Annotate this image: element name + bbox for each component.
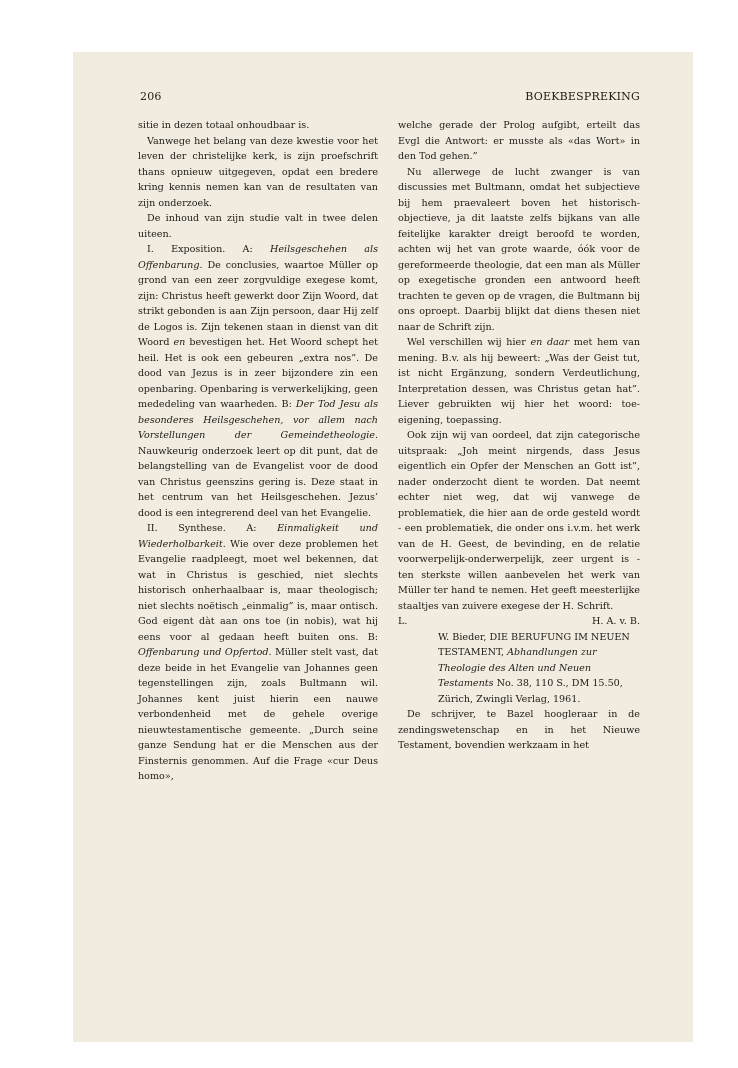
text-run: Müller stelt vast, dat deze beide in het Evangelie van Johannes geen tegenstellingen zijn, zoals Bultmann wil. Johannes kent juist hierin een nauwe verbondenheid met de gehele overige nieuwtestamentische gemeente. „Durch seine ganze Sendung hat er die Menschen aus der Finsternis genommen. Auf die Frage «cur Deus homo», <box>138 647 378 782</box>
paragraph: welche gerade der Prolog aufgibt, erteilt das Evgl die Antwort: er musste als «das Wort» in den Tod gehen.” <box>398 120 640 162</box>
paragraph: Vanwege het belang van deze kwestie voor het leven der christelijke kerk, is zijn proefschrift thans opnieuw uitgegeven, opdat een bredere kring kennis nemen kan van de resultaten van zijn onderzoek. <box>138 135 378 209</box>
text-run: No. 38, 110 S., DM 15.50, Zürich, Zwingli Verlag, 1961. <box>438 678 623 705</box>
text-run: W. Bieder, DIE BERUFUNG IM NEUEN TESTAMENT, <box>438 631 630 658</box>
page-header <box>140 90 640 103</box>
text-run: met hem van mening. B.v. als hij beweert: „Was der Geist tut, ist nicht Ergänzung, sondern Verdeutlichung, Interpretation dessen, was Christus getan hat”. Liever gebruikten wij hier het woord: toe-eigening, toepassing. <box>398 337 640 426</box>
italic-title: Einmaligkeit und Wiederholbarkeit. <box>138 523 378 550</box>
paragraph: Nu allerwege de lucht zwanger is van discussies met Bultmann, omdat het subjectieve bij hem praevaleert boven het historisch-objectieve, ja dit laatste zelfs bijkans van alle feitelijke karakter dreigt beroofd te worden, achten wij het van grote waarde, óók voor de gereformeerde theologie, dat een man als Müller op exegetische gronden een antwoord heeft trachten te geven op de vragen, die Bultmann bij ons oproept. Daarbij blijkt dat diens thesen niet naar de Schrift zijn. <box>398 166 640 333</box>
text-run: Nauwkeurig onderzoek leert op dit punt, dat de belangstelling van de Evangelist voor de dood van Christus geenszins gering is. Deze staat in het centrum van het Heilsgeschehen. Jezus’ dood is een integrerend deel van het Evangelie. <box>138 445 378 519</box>
italic-title: Heilsgeschehen als Offenbarung. <box>138 244 379 271</box>
text-run: bevestigen het. Het Woord schept het heil. Het is ook een gebeuren „extra nos”. De dood van Jezus is in zeer bijzondere zin een openbaring. Openbaring is verwerkelijking, geen mededeling van waarheden. B: <box>138 337 378 410</box>
paragraph: Ook zijn wij van oordeel, dat zijn categorische uitspraak: „Joh meint nirgends, dass Jesus eigentlich ein Opfer der Menschen an Gott ist”, nader onderzocht dient te worden. Dat neemt echter niet weg, dat wij vanwege de problematiek, die hier aan de orde gesteld wordt - een problematiek, die onder ons i.v.m. het werk van de H. Geest, de bevinding, en de relatie voorwerpelijk-onderwerpelijk, zeer urgent is - ten sterkste willen aanbevelen het werk van Müller ter hand te nemen. Het geeft meesterlijke staaltjes van zuivere exegese der H. Schrift. <box>398 430 640 612</box>
signature-place: L. <box>398 616 408 627</box>
signature-line <box>398 614 640 630</box>
paragraph: De inhoud van zijn studie valt in twee delen uiteen. <box>138 213 378 240</box>
text-run: II. Synthese. A: <box>147 523 278 534</box>
paragraph <box>398 335 640 428</box>
signature-initials: H. A. v. B. <box>592 616 640 627</box>
text-run: De conclusies, waartoe Müller op grond van een zeer zorgvuldige exegese komt, zijn: Christus heeft gewerkt door Zijn Woord, dat strikt gebonden is aan Zijn persoon, daar Hij zelf de Logos is. Zijn tekenen staan in dienst van dit Woord <box>138 259 378 348</box>
running-head: BOEKBESPREKING <box>525 90 640 103</box>
review-citation <box>398 630 640 708</box>
left-column <box>138 118 378 785</box>
italic-title: Offenbarung und Opfertod. <box>138 647 272 658</box>
paragraph-synthese <box>138 521 378 785</box>
text-run: Wie over deze problemen het Evangelie raadpleegt, moet wel bekennen, dat wat in Christus is geschied, niet slechts historisch onherhaalbaar is, maar theologisch; niet slechts noëtisch „einmalig” is, maar ontisch. God eigent dàt aan ons toe (in nobis), wat hij eens voor al gedaan heeft buiten ons. B: <box>138 538 378 643</box>
paragraph-exposition <box>138 242 378 521</box>
italic-word: en <box>173 337 186 348</box>
text-run: Wel verschillen wij hier <box>407 337 531 348</box>
text-run: I. Exposition. A: <box>147 244 270 255</box>
page-number: 206 <box>140 90 162 103</box>
paragraph: De schrijver, te Bazel hoogleraar in de zendingswetenschap en in het Nieuwe Testament, bovendien werkzaam in het <box>398 709 640 751</box>
italic-series: Abhandlungen zur Theologie des Alten und Neuen Testaments <box>438 647 597 689</box>
italic-title: Der Tod Jesu als besonderes Heilsgeschehen, vor allem nach Vorstellungen der Gemeindetheologie. <box>138 399 379 441</box>
paragraph: sitie in dezen totaal onhoudbaar is. <box>138 120 310 131</box>
italic-word: en daar <box>530 337 570 348</box>
right-column <box>398 118 640 754</box>
